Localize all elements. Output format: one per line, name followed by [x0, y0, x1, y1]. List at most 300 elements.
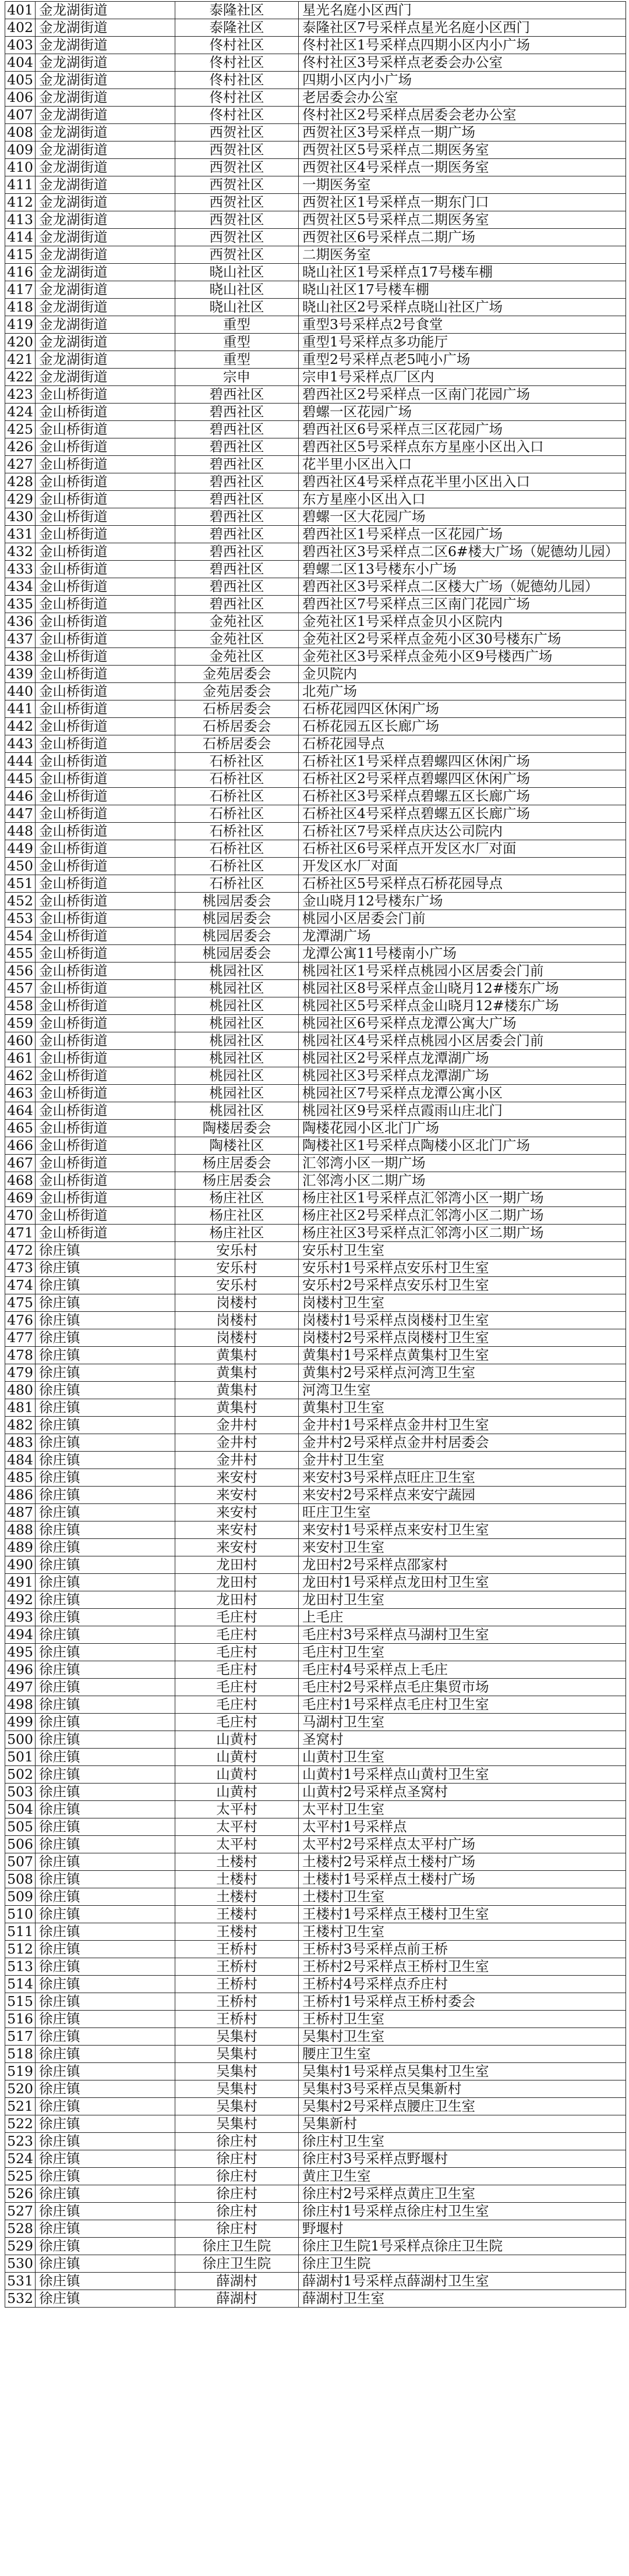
sampling-site-cell: 圣窝村	[299, 1731, 626, 1749]
community-name-cell: 龙田村	[175, 1556, 299, 1574]
community-name-cell: 毛庄村	[175, 1609, 299, 1626]
community-name-cell: 石桥社区	[175, 788, 299, 805]
sampling-site-cell: 王楼村1号采样点王楼村卫生室	[299, 1906, 626, 1923]
table-row	[5, 386, 626, 404]
sampling-site-cell: 土楼村1号采样点土楼村广场	[299, 1871, 626, 1888]
community-name-cell: 晓山社区	[175, 264, 299, 281]
community-name-cell: 吴集村	[175, 2046, 299, 2063]
community-name-cell: 桃园社区	[175, 1050, 299, 1067]
row-number-cell: 416	[5, 264, 36, 281]
community-name-cell: 杨庄社区	[175, 1190, 299, 1207]
table-row	[5, 89, 626, 107]
sampling-site-cell: 泰隆社区7号采样点星光名庭小区西门	[299, 19, 626, 37]
table-row	[5, 404, 626, 421]
community-name-cell: 西贺社区	[175, 194, 299, 211]
row-number-cell: 431	[5, 526, 36, 543]
row-number-cell: 518	[5, 2046, 36, 2063]
street-name-cell: 金山桥街道	[36, 1172, 175, 1190]
street-name-cell: 金山桥街道	[36, 753, 175, 770]
table-row	[5, 1487, 626, 1504]
street-name-cell: 徐庄镇	[36, 1644, 175, 1661]
community-name-cell: 黄集村	[175, 1382, 299, 1399]
street-name-cell: 徐庄镇	[36, 2046, 175, 2063]
table-row	[5, 1661, 626, 1679]
row-number-cell: 459	[5, 1015, 36, 1032]
community-name-cell: 碧西社区	[175, 421, 299, 438]
community-name-cell: 金苑社区	[175, 631, 299, 648]
sampling-site-cell: 岗楼村卫生室	[299, 1294, 626, 1312]
sampling-site-cell: 金井村卫生室	[299, 1452, 626, 1469]
sampling-site-cell: 毛庄村2号采样点毛庄集贸市场	[299, 1679, 626, 1696]
sampling-site-cell: 碧西社区6号采样点三区花园广场	[299, 421, 626, 438]
community-name-cell: 石桥社区	[175, 770, 299, 788]
sampling-site-cell: 汇邻湾小区二期广场	[299, 1172, 626, 1190]
community-name-cell: 宗申	[175, 369, 299, 386]
community-name-cell: 王楼村	[175, 1923, 299, 1941]
street-name-cell: 金山桥街道	[36, 963, 175, 980]
sampling-site-cell: 开发区水厂对面	[299, 858, 626, 875]
row-number-cell: 478	[5, 1347, 36, 1364]
row-number-cell: 418	[5, 299, 36, 316]
sampling-site-cell: 佟村社区2号采样点居委会老办公室	[299, 107, 626, 124]
row-number-cell: 475	[5, 1294, 36, 1312]
row-number-cell: 522	[5, 2115, 36, 2133]
sampling-site-cell: 王桥村1号采样点王桥村委会	[299, 1993, 626, 2011]
row-number-cell: 410	[5, 159, 36, 176]
row-number-cell: 488	[5, 1521, 36, 1539]
row-number-cell: 472	[5, 1242, 36, 1259]
street-name-cell: 徐庄镇	[36, 2063, 175, 2080]
sampling-site-cell: 徐庄卫生院1号采样点徐庄卫生院	[299, 2238, 626, 2255]
sampling-site-cell: 王桥村3号采样点前王桥	[299, 1941, 626, 1958]
sampling-site-cell: 吴集村2号采样点腰庄卫生室	[299, 2098, 626, 2115]
table-row	[5, 2115, 626, 2133]
row-number-cell: 520	[5, 2080, 36, 2098]
table-row	[5, 194, 626, 211]
table-row	[5, 211, 626, 229]
table-row	[5, 491, 626, 508]
community-name-cell: 金井村	[175, 1417, 299, 1434]
street-name-cell: 金龙湖街道	[36, 281, 175, 299]
community-name-cell: 桃园居委会	[175, 945, 299, 963]
street-name-cell: 金山桥街道	[36, 386, 175, 404]
sampling-site-cell: 黄庄卫生室	[299, 2168, 626, 2185]
street-name-cell: 徐庄镇	[36, 2238, 175, 2255]
community-name-cell: 石桥社区	[175, 840, 299, 858]
community-name-cell: 西贺社区	[175, 176, 299, 194]
community-name-cell: 碧西社区	[175, 596, 299, 613]
street-name-cell: 徐庄镇	[36, 2011, 175, 2028]
sampling-site-cell: 西贺社区3号采样点一期广场	[299, 124, 626, 141]
sampling-site-cell: 安乐村1号采样点安乐村卫生室	[299, 1259, 626, 1277]
sampling-site-cell: 一期医务室	[299, 176, 626, 194]
table-row	[5, 1294, 626, 1312]
row-number-cell: 500	[5, 1731, 36, 1749]
street-name-cell: 金山桥街道	[36, 1137, 175, 1155]
sampling-site-cell: 宗申1号采样点厂区内	[299, 369, 626, 386]
row-number-cell: 496	[5, 1661, 36, 1679]
street-name-cell: 金山桥街道	[36, 700, 175, 718]
table-row	[5, 735, 626, 753]
community-name-cell: 岗楼村	[175, 1294, 299, 1312]
sampling-site-cell: 上毛庄	[299, 1609, 626, 1626]
sampling-site-cell: 石桥社区1号采样点碧螺四区休闲广场	[299, 753, 626, 770]
street-name-cell: 徐庄镇	[36, 1539, 175, 1556]
street-name-cell: 金山桥街道	[36, 1120, 175, 1137]
table-row	[5, 543, 626, 561]
street-name-cell: 金山桥街道	[36, 578, 175, 596]
community-name-cell: 徐庄卫生院	[175, 2255, 299, 2273]
street-name-cell: 徐庄镇	[36, 1521, 175, 1539]
table-row	[5, 1120, 626, 1137]
street-name-cell: 金山桥街道	[36, 683, 175, 700]
street-name-cell: 金山桥街道	[36, 491, 175, 508]
community-name-cell: 桃园社区	[175, 997, 299, 1015]
row-number-cell: 460	[5, 1032, 36, 1050]
row-number-cell: 492	[5, 1591, 36, 1609]
table-row	[5, 2046, 626, 2063]
community-name-cell: 毛庄村	[175, 1679, 299, 1696]
sampling-site-cell: 晓山社区1号采样点17号楼车棚	[299, 264, 626, 281]
community-name-cell: 碧西社区	[175, 561, 299, 578]
row-number-cell: 441	[5, 700, 36, 718]
community-name-cell: 土楼村	[175, 1853, 299, 1871]
sampling-site-cell: 桃园社区9号采样点霞雨山庄北门	[299, 1102, 626, 1120]
street-name-cell: 金山桥街道	[36, 980, 175, 997]
sampling-site-cell: 金贝院内	[299, 666, 626, 683]
sampling-site-cell: 北苑广场	[299, 683, 626, 700]
row-number-cell: 480	[5, 1382, 36, 1399]
street-name-cell: 金龙湖街道	[36, 176, 175, 194]
community-name-cell: 徐庄村	[175, 2150, 299, 2168]
street-name-cell: 金龙湖街道	[36, 264, 175, 281]
table-row	[5, 1417, 626, 1434]
sampling-site-cell: 汇邻湾小区一期广场	[299, 1155, 626, 1172]
street-name-cell: 金山桥街道	[36, 543, 175, 561]
street-name-cell: 徐庄镇	[36, 1434, 175, 1452]
sampling-site-cell: 来安村3号采样点旺庄卫生室	[299, 1469, 626, 1487]
community-name-cell: 金井村	[175, 1434, 299, 1452]
table-row	[5, 893, 626, 910]
street-name-cell: 徐庄镇	[36, 2290, 175, 2308]
street-name-cell: 金龙湖街道	[36, 141, 175, 159]
community-name-cell: 来安村	[175, 1539, 299, 1556]
sampling-site-cell: 安乐村2号采样点安乐村卫生室	[299, 1277, 626, 1294]
community-name-cell: 桃园社区	[175, 980, 299, 997]
street-name-cell: 徐庄镇	[36, 1364, 175, 1382]
table-row	[5, 2220, 626, 2238]
table-row	[5, 997, 626, 1015]
street-name-cell: 金山桥街道	[36, 1067, 175, 1085]
table-row	[5, 1906, 626, 1923]
community-name-cell: 安乐村	[175, 1277, 299, 1294]
table-row	[5, 770, 626, 788]
row-number-cell: 484	[5, 1452, 36, 1469]
row-number-cell: 528	[5, 2220, 36, 2238]
community-name-cell: 徐庄村	[175, 2168, 299, 2185]
table-row	[5, 107, 626, 124]
street-name-cell: 徐庄镇	[36, 1469, 175, 1487]
street-name-cell: 徐庄镇	[36, 2080, 175, 2098]
street-name-cell: 金山桥街道	[36, 666, 175, 683]
street-name-cell: 金山桥街道	[36, 928, 175, 945]
street-name-cell: 金山桥街道	[36, 770, 175, 788]
street-name-cell: 徐庄镇	[36, 1836, 175, 1853]
table-row	[5, 700, 626, 718]
table-row	[5, 2238, 626, 2255]
table-row	[5, 246, 626, 264]
community-name-cell: 徐庄村	[175, 2203, 299, 2220]
row-number-cell: 444	[5, 753, 36, 770]
street-name-cell: 徐庄镇	[36, 1574, 175, 1591]
table-row	[5, 176, 626, 194]
community-name-cell: 碧西社区	[175, 386, 299, 404]
table-row	[5, 1993, 626, 2011]
community-name-cell: 西贺社区	[175, 246, 299, 264]
street-name-cell: 徐庄镇	[36, 1242, 175, 1259]
table-row	[5, 1155, 626, 1172]
row-number-cell: 405	[5, 72, 36, 89]
row-number-cell: 442	[5, 718, 36, 735]
community-name-cell: 杨庄居委会	[175, 1155, 299, 1172]
table-row	[5, 1591, 626, 1609]
row-number-cell: 516	[5, 2011, 36, 2028]
table-row	[5, 1871, 626, 1888]
street-name-cell: 徐庄镇	[36, 1329, 175, 1347]
row-number-cell: 419	[5, 316, 36, 334]
table-row	[5, 1626, 626, 1644]
community-name-cell: 石桥居委会	[175, 718, 299, 735]
community-name-cell: 龙田村	[175, 1574, 299, 1591]
community-name-cell: 重型	[175, 351, 299, 369]
community-name-cell: 来安村	[175, 1504, 299, 1521]
table-row	[5, 1644, 626, 1661]
row-number-cell: 404	[5, 54, 36, 72]
street-name-cell: 金龙湖街道	[36, 159, 175, 176]
sampling-site-cell: 王楼村卫生室	[299, 1923, 626, 1941]
table-row	[5, 369, 626, 386]
community-name-cell: 碧西社区	[175, 473, 299, 491]
sampling-site-cell: 金井村2号采样点金井村居委会	[299, 1434, 626, 1452]
community-name-cell: 毛庄村	[175, 1696, 299, 1714]
sampling-site-cell: 碧螺二区13号楼东小广场	[299, 561, 626, 578]
sampling-site-cell: 吴集村卫生室	[299, 2028, 626, 2046]
community-name-cell: 碧西社区	[175, 404, 299, 421]
community-name-cell: 来安村	[175, 1469, 299, 1487]
sampling-site-cell: 桃园社区4号采样点桃园小区居委会门前	[299, 1032, 626, 1050]
community-name-cell: 金苑社区	[175, 613, 299, 631]
row-number-cell: 517	[5, 2028, 36, 2046]
table-row	[5, 264, 626, 281]
street-name-cell: 金山桥街道	[36, 508, 175, 526]
sampling-site-cell: 吴集村1号采样点吴集村卫生室	[299, 2063, 626, 2080]
row-number-cell: 421	[5, 351, 36, 369]
table-row	[5, 2255, 626, 2273]
sampling-site-cell: 徐庄村卫生室	[299, 2133, 626, 2150]
street-name-cell: 金山桥街道	[36, 840, 175, 858]
sampling-site-cell: 佟村社区1号采样点四期小区内小广场	[299, 37, 626, 54]
sampling-site-cell: 石桥社区5号采样点石桥花园导点	[299, 875, 626, 893]
sampling-site-cell: 桃园小区居委会门前	[299, 910, 626, 928]
street-name-cell: 徐庄镇	[36, 1259, 175, 1277]
street-name-cell: 徐庄镇	[36, 1784, 175, 1801]
street-name-cell: 金龙湖街道	[36, 2, 175, 19]
table-row	[5, 1556, 626, 1574]
table-row	[5, 578, 626, 596]
row-number-cell: 505	[5, 1818, 36, 1836]
street-name-cell: 徐庄镇	[36, 1347, 175, 1364]
sampling-site-cell: 山黄村卫生室	[299, 1749, 626, 1766]
row-number-cell: 507	[5, 1853, 36, 1871]
street-name-cell: 金龙湖街道	[36, 229, 175, 246]
street-name-cell: 徐庄镇	[36, 1958, 175, 1976]
community-name-cell: 石桥社区	[175, 805, 299, 823]
sampling-site-cell: 碧西社区2号采样点一区南门花园广场	[299, 386, 626, 404]
sampling-site-cell: 金苑社区3号采样点金苑小区9号楼西广场	[299, 648, 626, 666]
street-name-cell: 金山桥街道	[36, 613, 175, 631]
row-number-cell: 485	[5, 1469, 36, 1487]
sampling-site-cell: 碧西社区3号采样点二区楼大广场（妮德幼儿园）	[299, 578, 626, 596]
community-name-cell: 毛庄村	[175, 1644, 299, 1661]
row-number-cell: 434	[5, 578, 36, 596]
table-row	[5, 1399, 626, 1417]
sampling-site-cell: 薛湖村1号采样点薛湖村卫生室	[299, 2273, 626, 2290]
sampling-site-cell: 马湖村卫生室	[299, 1714, 626, 1731]
sampling-site-cell: 来安村卫生室	[299, 1539, 626, 1556]
sampling-site-cell: 桃园社区2号采样点龙潭湖广场	[299, 1050, 626, 1067]
row-number-cell: 476	[5, 1312, 36, 1329]
sampling-site-cell: 野堰村	[299, 2220, 626, 2238]
street-name-cell: 徐庄镇	[36, 1487, 175, 1504]
street-name-cell: 金山桥街道	[36, 945, 175, 963]
community-name-cell: 薛湖村	[175, 2273, 299, 2290]
row-number-cell: 424	[5, 404, 36, 421]
table-row	[5, 2290, 626, 2308]
community-name-cell: 吴集村	[175, 2080, 299, 2098]
table-row	[5, 2011, 626, 2028]
street-name-cell: 金山桥街道	[36, 910, 175, 928]
sampling-site-cell: 西贺社区1号采样点一期东门口	[299, 194, 626, 211]
community-name-cell: 石桥社区	[175, 753, 299, 770]
street-name-cell: 徐庄镇	[36, 2150, 175, 2168]
table-row	[5, 1277, 626, 1294]
table-row	[5, 37, 626, 54]
sampling-site-cell: 土楼村卫生室	[299, 1888, 626, 1906]
table-row	[5, 1784, 626, 1801]
row-number-cell: 436	[5, 613, 36, 631]
row-number-cell: 524	[5, 2150, 36, 2168]
street-name-cell: 金龙湖街道	[36, 194, 175, 211]
sampling-site-cell: 来安村2号采样点来安宁蔬园	[299, 1487, 626, 1504]
community-name-cell: 吴集村	[175, 2115, 299, 2133]
street-name-cell: 徐庄镇	[36, 1749, 175, 1766]
table-row	[5, 1207, 626, 1225]
row-number-cell: 445	[5, 770, 36, 788]
street-name-cell: 徐庄镇	[36, 2028, 175, 2046]
row-number-cell: 490	[5, 1556, 36, 1574]
community-name-cell: 山黄村	[175, 1731, 299, 1749]
sampling-site-cell: 四期小区内小广场	[299, 72, 626, 89]
row-number-cell: 417	[5, 281, 36, 299]
sampling-site-cell: 安乐村卫生室	[299, 1242, 626, 1259]
table-row	[5, 2028, 626, 2046]
community-name-cell: 桃园社区	[175, 1015, 299, 1032]
street-name-cell: 徐庄镇	[36, 1801, 175, 1818]
table-row	[5, 823, 626, 840]
row-number-cell: 438	[5, 648, 36, 666]
table-row	[5, 2203, 626, 2220]
street-name-cell: 金山桥街道	[36, 823, 175, 840]
row-number-cell: 486	[5, 1487, 36, 1504]
sampling-site-cell: 毛庄村卫生室	[299, 1644, 626, 1661]
community-name-cell: 王楼村	[175, 1906, 299, 1923]
community-name-cell: 安乐村	[175, 1242, 299, 1259]
sampling-site-cell: 吴集村3号采样点吴集新村	[299, 2080, 626, 2098]
sampling-sites-table	[5, 1, 626, 2308]
community-name-cell: 龙田村	[175, 1591, 299, 1609]
street-name-cell: 金山桥街道	[36, 805, 175, 823]
sampling-site-cell: 毛庄村1号采样点毛庄村卫生室	[299, 1696, 626, 1714]
sampling-site-cell: 山黄村2号采样点圣窝村	[299, 1784, 626, 1801]
row-number-cell: 477	[5, 1329, 36, 1347]
sampling-site-cell: 山黄村1号采样点山黄村卫生室	[299, 1766, 626, 1784]
table-row	[5, 631, 626, 648]
sampling-site-cell: 石桥花园四区休闲广场	[299, 700, 626, 718]
row-number-cell: 458	[5, 997, 36, 1015]
community-name-cell: 石桥社区	[175, 875, 299, 893]
sampling-site-cell: 岗楼村2号采样点岗楼村卫生室	[299, 1329, 626, 1347]
sampling-site-cell: 龙田村1号采样点龙田村卫生室	[299, 1574, 626, 1591]
row-number-cell: 527	[5, 2203, 36, 2220]
table-row	[5, 1958, 626, 1976]
sampling-site-cell: 腰庄卫生室	[299, 2046, 626, 2063]
community-name-cell: 重型	[175, 316, 299, 334]
table-row	[5, 1469, 626, 1487]
street-name-cell: 徐庄镇	[36, 1993, 175, 2011]
community-name-cell: 山黄村	[175, 1784, 299, 1801]
table-row	[5, 316, 626, 334]
table-row	[5, 1609, 626, 1626]
community-name-cell: 西贺社区	[175, 211, 299, 229]
street-name-cell: 徐庄镇	[36, 1399, 175, 1417]
table-row	[5, 840, 626, 858]
table-row	[5, 1382, 626, 1399]
street-name-cell: 金龙湖街道	[36, 124, 175, 141]
row-number-cell: 429	[5, 491, 36, 508]
community-name-cell: 黄集村	[175, 1347, 299, 1364]
row-number-cell: 453	[5, 910, 36, 928]
row-number-cell: 451	[5, 875, 36, 893]
table-row	[5, 1818, 626, 1836]
street-name-cell: 金龙湖街道	[36, 211, 175, 229]
sampling-site-cell: 石桥花园导点	[299, 735, 626, 753]
community-name-cell: 重型	[175, 334, 299, 351]
street-name-cell: 金龙湖街道	[36, 351, 175, 369]
row-number-cell: 406	[5, 89, 36, 107]
table-row	[5, 1347, 626, 1364]
sampling-site-cell: 碧西社区1号采样点一区花园广场	[299, 526, 626, 543]
table-row	[5, 1067, 626, 1085]
row-number-cell: 468	[5, 1172, 36, 1190]
table-row	[5, 1225, 626, 1242]
street-name-cell: 金山桥街道	[36, 561, 175, 578]
row-number-cell: 454	[5, 928, 36, 945]
community-name-cell: 王桥村	[175, 1941, 299, 1958]
table-row	[5, 2150, 626, 2168]
community-name-cell: 黄集村	[175, 1399, 299, 1417]
street-name-cell: 金山桥街道	[36, 526, 175, 543]
community-name-cell: 金井村	[175, 1452, 299, 1469]
